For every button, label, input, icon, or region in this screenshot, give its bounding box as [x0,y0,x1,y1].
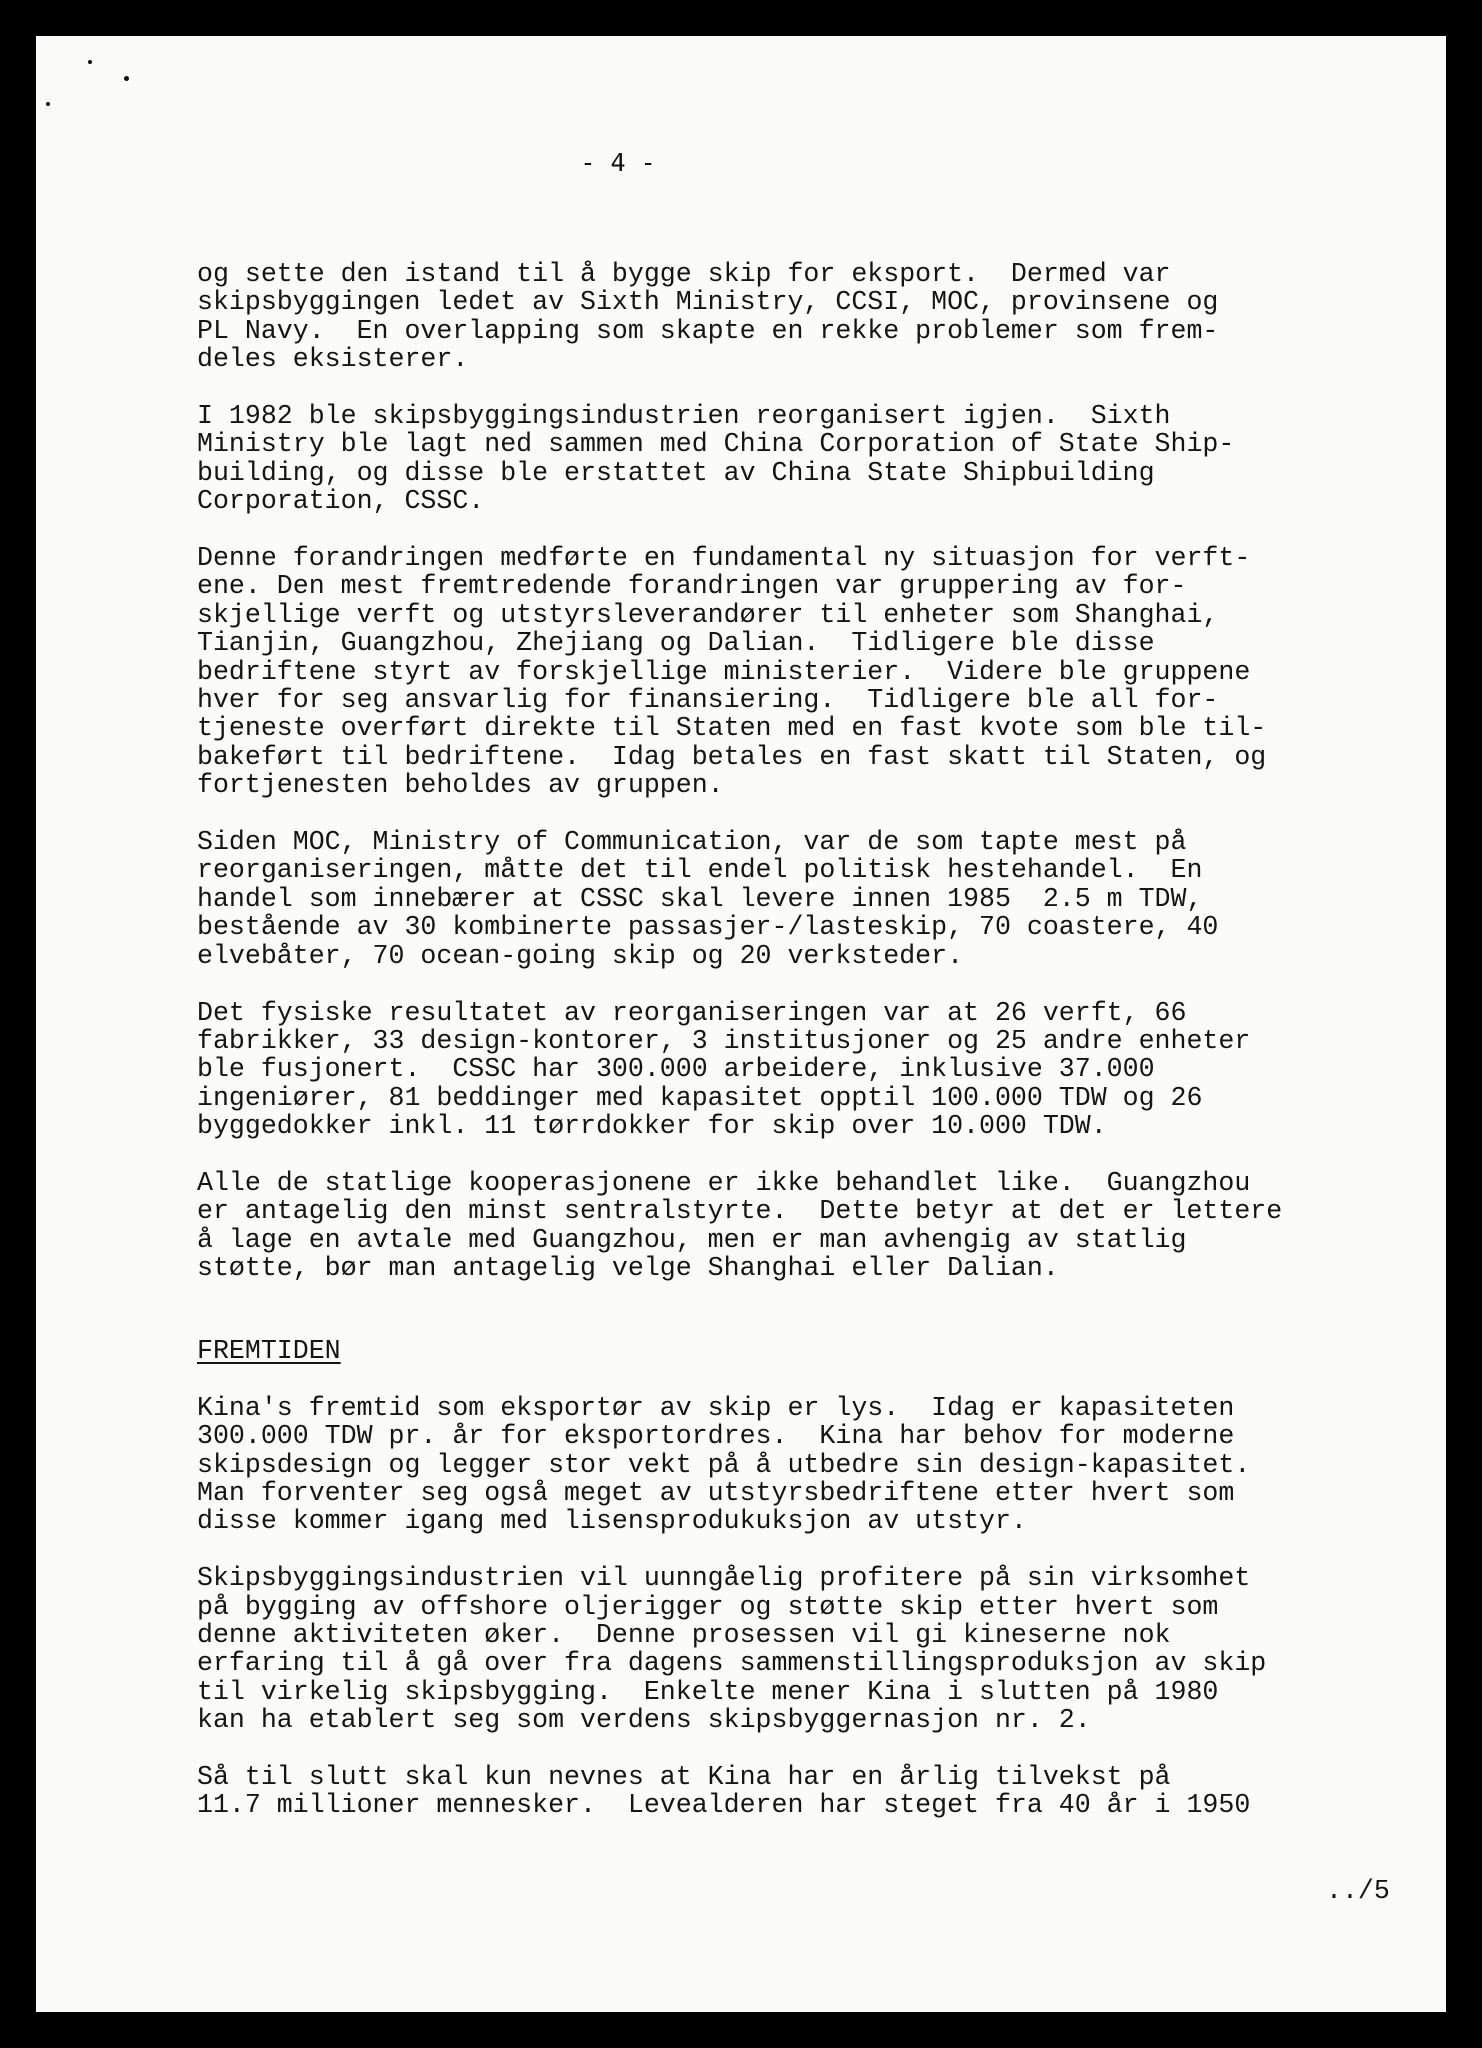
section-heading: FREMTIDEN [197,1335,341,1366]
paragraph [197,1763,1377,1820]
text-line: ene. Den mest fremtredende forandringen var gruppering av for- [197,571,1187,602]
text-line: Ministry ble lagt ned sammen med China Corporation of State Ship- [197,429,1235,460]
text-line: Tianjin, Guangzhou, Zhejiang og Dalian. Tidligere ble disse [197,628,1155,659]
text-line: å lage en avtale med Guangzhou, men er man avhengig av statlig [197,1224,1187,1255]
continuation-mark: ../5 [1326,1876,1390,1906]
text-line: Corporation, CSSC. [197,486,485,517]
text-line: Skipsbyggingsindustrien vil uunngåelig profitere på sin virksomhet [197,1563,1251,1594]
page-number: - 4 - [580,148,656,177]
document-body [197,260,1377,1848]
text-line: bedriftene styrt av forskjellige ministerier. Videre ble gruppene [197,656,1251,687]
text-line: byggedokker inkl. 11 tørrdokker for skip over 10.000 TDW. [197,1111,1107,1142]
text-line: building, og disse ble erstattet av China State Shipbuilding [197,457,1155,488]
text-line: ble fusjonert. CSSC har 300.000 arbeidere, inklusive 37.000 [197,1054,1155,1085]
text-line: Denne forandringen medførte en fundamental ny situasjon for verft- [197,543,1251,574]
paragraph [197,999,1377,1141]
paragraph [197,1169,1377,1283]
text-line: denne aktiviteten øker. Denne prosessen vil gi kineserne nok [197,1619,1171,1650]
text-line: kan ha etablert seg som verdens skipsbyggernasjon nr. 2. [197,1705,1091,1736]
text-line: skjellige verft og utstyrsleverandører til enheter som Shanghai, [197,599,1219,630]
text-line: på bygging av offshore oljerigger og støtte skip etter hvert som [197,1591,1219,1622]
text-line: Man forventer seg også meget av utstyrsbedriftene etter hvert som [197,1477,1235,1508]
text-line: fabrikker, 33 design-kontorer, 3 institusjoner og 25 andre enheter [197,1025,1251,1056]
text-line: Kina's fremtid som eksportør av skip er lys. Idag er kapasiteten [197,1392,1235,1423]
text-line: deles eksisterer. [197,344,469,375]
section-paragraphs [197,1394,1377,1820]
text-line: 300.000 TDW pr. år for eksportordres. Kina har behov for moderne [197,1421,1235,1452]
scan-speck [124,76,129,81]
text-line: Alle de statlige kooperasjonene er ikke behandlet like. Guangzhou [197,1167,1251,1198]
text-line: reorganiseringen, måtte det til endel politisk hestehandel. En [197,855,1203,886]
paragraph [197,828,1377,970]
paragraph [197,1564,1377,1734]
text-line: skipsdesign og legger stor vekt på å utbedre sin design-kapasitet. [197,1449,1251,1480]
text-line: støtte, bør man antagelig velge Shanghai eller Dalian. [197,1253,1059,1284]
paragraph [197,544,1377,800]
text-line: PL Navy. En overlapping som skapte en rekke problemer som frem- [197,315,1219,346]
text-line: bestående av 30 kombinerte passasjer-/lasteskip, 70 coastere, 40 [197,912,1219,943]
scan-speck [88,60,92,64]
text-line: handel som innebærer at CSSC skal levere innen 1985 2.5 m TDW, [197,883,1203,914]
text-line: disse kommer igang med lisensprodukuksjon av utstyr. [197,1506,1027,1537]
text-line: 11.7 millioner mennesker. Levealderen har steget fra 40 år i 1950 [197,1790,1251,1821]
text-line: til virkelig skipsbygging. Enkelte mener Kina i slutten på 1980 [197,1676,1219,1707]
text-line: Siden MOC, Ministry of Communication, var de som tapte mest på [197,827,1187,858]
paragraph [197,402,1377,516]
scan-speck [46,102,50,106]
text-line: erfaring til å gå over fra dagens sammenstillingsproduksjon av skip [197,1648,1267,1679]
text-line: skipsbyggingen ledet av Sixth Ministry, CCSI, MOC, provinsene og [197,287,1219,318]
paragraph [197,260,1377,374]
text-line: elvebåter, 70 ocean-going skip og 20 verksteder. [197,940,964,971]
text-line: hver for seg ansvarlig for finansiering. Tidligere ble all for- [197,685,1219,716]
text-line: ingeniører, 81 beddinger med kapasitet opptil 100.000 TDW og 26 [197,1082,1203,1113]
document-page [36,36,1446,2012]
text-line: Så til slutt skal kun nevnes at Kina har en årlig tilvekst på [197,1761,1171,1792]
paragraph [197,1394,1377,1536]
text-line: bakeført til bedriftene. Idag betales en fast skatt til Staten, og [197,741,1267,772]
text-line: I 1982 ble skipsbyggingsindustrien reorganisert igjen. Sixth [197,401,1171,432]
text-line: Det fysiske resultatet av reorganiseringen var at 26 verft, 66 [197,997,1187,1028]
text-line: tjeneste overført direkte til Staten med en fast kvote som ble til- [197,713,1267,744]
intro-paragraphs [197,260,1377,1283]
text-line: er antagelig den minst sentralstyrte. Dette betyr at det er lettere [197,1196,1283,1227]
text-line: fortjenesten beholdes av gruppen. [197,770,724,801]
text-line: og sette den istand til å bygge skip for eksport. Dermed var [197,259,1171,289]
